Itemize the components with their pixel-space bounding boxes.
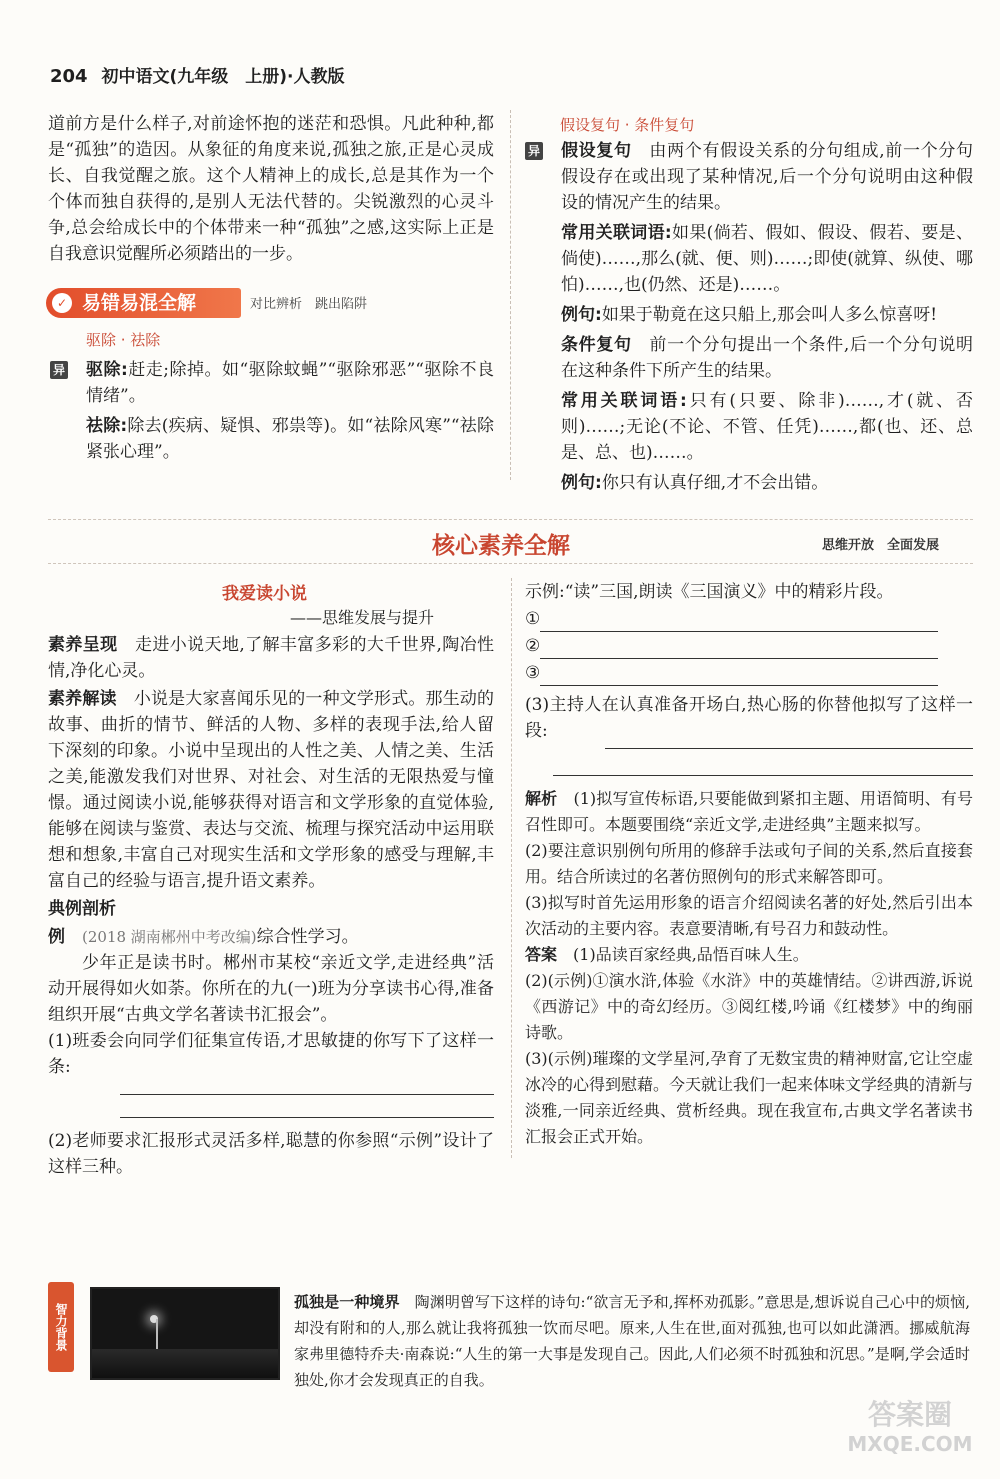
grammar-block — [525, 138, 973, 496]
fill-line-1[interactable] — [540, 611, 938, 632]
analysis-label: 解析 — [525, 789, 558, 808]
book-title: 初中语文(九年级 上册)·人教版 — [101, 67, 345, 87]
mistake-subhead: 驱除 · 祛除 — [86, 331, 161, 349]
example-1: 如果于勒竟在这只船上,那会叫人多么惊喜呀! — [601, 305, 938, 325]
def-hypothetical: 由两个有假设关系的分句组成,前一个分句假设存在或出现了某种情况,后一个分句说明由这种假设的情况产生的结果。 — [561, 141, 974, 213]
label-presentation: 素养呈现 — [48, 635, 118, 655]
grammar-subhead: 假设复句 · 条件复句 — [560, 116, 695, 134]
term-hypothetical: 假设复句 — [561, 141, 632, 161]
example-2: 你只有认真仔细,才不会出错。 — [601, 473, 829, 493]
circled-two: ② — [525, 636, 541, 656]
mistake-banner-subtitle: 对比辨析 跳出陷阱 — [250, 297, 368, 312]
night-photo-image — [90, 1287, 280, 1380]
fill-item-3[interactable] — [525, 661, 973, 686]
label-interpretation: 素养解读 — [48, 689, 117, 709]
def-qu-chu: 赶走;除掉。如“驱除蚊蝇”“驱除邪恶”“驱除不良情绪”。 — [86, 360, 494, 406]
text-presentation: 走进小说天地,了解丰富多彩的大千世界,陶冶性情,净化心灵。 — [48, 635, 495, 681]
watermark-line2: MXQE.COM — [847, 1432, 973, 1456]
analysis-1: (1)拟写宣传标语,只要能做到紧扣主题、用语简明、有号召性即可。本题要围绕“亲近文学,走进经典”主题来拟写。 — [525, 789, 973, 834]
watermark-logo — [830, 1398, 990, 1456]
core-section-subtitle: 思维开放 全面发展 — [822, 538, 940, 553]
label-case-analysis: 典例剖析 — [48, 899, 116, 919]
circled-one: ① — [525, 609, 541, 629]
fill-line-2[interactable] — [540, 638, 938, 659]
circled-three: ③ — [525, 663, 541, 683]
watermark-line1: 答案圈 — [867, 1398, 952, 1431]
section-divider — [48, 519, 973, 520]
dark-ground — [92, 1349, 280, 1380]
answer-line-3b[interactable] — [553, 749, 973, 776]
example-marker: 例 — [48, 927, 65, 947]
answer-label: 答案 — [525, 945, 558, 964]
connectives-1: 如果(倘若、假如、假设、假若、要是、倘使)……,那么(就、便、则)……;即使(就算、纵使、哪怕)……,也(仍然、还是)……。 — [561, 223, 973, 295]
page-header — [50, 62, 345, 87]
fill-line-3[interactable] — [540, 665, 938, 686]
term-qu-chu: 驱除: — [86, 360, 128, 380]
core-right-content — [525, 579, 973, 1150]
analysis-3: (3)拟写时首先运用形象的语言介绍阅读名著的好处,然后引出本次活动的主要内容。表意要清晰,有号召力和鼓动性。 — [525, 893, 973, 938]
mistake-banner-title: 易错易混全解 — [82, 292, 197, 314]
background-title: 孤独是一种境界 — [294, 1293, 400, 1311]
core-section-title: 核心素养全解 — [432, 533, 570, 559]
term-qu-chu-2: 祛除: — [86, 416, 128, 436]
example-type: 综合性学习。 — [256, 927, 359, 947]
example-source: (2018 湖南郴州中考改编) — [82, 928, 257, 946]
answer-2: (2)(示例)①演水浒,体验《水浒》中的英雄情结。②讲西游,诉说《西游记》中的奇幻经历。③阅红楼,吟诵《红楼梦》中的绚丽诗歌。 — [525, 971, 973, 1042]
background-text: 陶渊明曾写下这样的诗句:“欲言无予和,挥杯劝孤影。”意思是,想诉说自己心中的烦恼,却没有附和的人,那么就让我将孤独一饮而尽吧。原来,人生在世,面对孤独,也可以如此潇洒。挪威航海家弗里德特乔夫·南森说:“人生的第一大事是发现自己。因此,人们必须不时孤独和沉思。”是啊,学会适时独处,你才会发现真正的自我。 — [294, 1293, 970, 1389]
mistake-banner — [46, 288, 241, 318]
answer-line-1b[interactable] — [120, 1095, 494, 1118]
background-badge: 智力背景 — [48, 1282, 74, 1372]
connectives-2: 只有(只要、除非)……,才(就、否则)……;无论(不论、不管、任凭)……,都(也、还、总是、总、也)……。 — [561, 391, 973, 463]
def-qu-chu-2: 除去(疾病、疑惧、邪祟等)。如“祛除风寒”“祛除紧张心理”。 — [86, 416, 494, 462]
example-body: 少年正是读书时。郴州市某校“亲近文学,走进经典”活动开展得如火如荼。你所在的九(一)班为分享读书心得,准备组织开展“古典文学名著读书汇报会”。 — [48, 953, 494, 1025]
page-number: 204 — [50, 66, 88, 87]
analysis-2: (2)要注意识别例句所用的修辞手法或句子间的关系,然后直接套用。结合所读过的名著仿照例句的形式来解答即可。 — [525, 841, 973, 886]
topic-title: 我爱读小说 — [222, 584, 307, 604]
left-top-paragraph: 道前方是什么样子,对前途怀抱的迷茫和恐惧。凡此种种,都是“孤独”的造因。从象征的角度来说,孤独之旅,正是心灵成长、自我觉醒之旅。这个人精神上的成长,总是其作为一个个体而独自获得的,是别人无法代替的。尖锐激烈的心灵斗争,总会给成长中的个体带来一种“孤独”之感,这实际上正是自我意识觉醒所必须踏出的一步。 — [48, 114, 494, 264]
check-icon: ✓ — [52, 293, 72, 313]
question-1: (1)班委会向同学们征集宣传语,才思敏捷的你写下了这样一条: — [48, 1031, 494, 1077]
text-interpretation: 小说是大家喜闻乐见的一种文学形式。那生动的故事、曲折的情节、鲜活的人物、多样的表现手法,给人留下深刻的印象。小说中呈现出的人性之美、人情之美、生活之美,能激发我们对世界、对社会、对生活的无限热爱与憧憬。通过阅读小说,能够获得对语言和文学形象的直觉体验,能够在阅读与鉴赏、表达与交流、梳理与探究活动中运用联想和想象,丰富自己对现实生活和文学形象的感受与理解,丰富自己的经验与语言,提升语文素养。 — [48, 689, 495, 891]
section-divider-2 — [48, 563, 973, 564]
fill-item-2[interactable] — [525, 634, 973, 659]
answer-1: (1)品读百家经典,品悟百味人生。 — [573, 945, 809, 964]
background-text-block — [294, 1289, 970, 1393]
column-divider-bottom — [511, 578, 512, 1158]
fill-item-1[interactable] — [525, 607, 973, 632]
example-label-2: 例句: — [561, 473, 602, 493]
background-info-box — [48, 1282, 973, 1389]
connectives-label-2: 常用关联词语: — [561, 391, 687, 411]
core-left-content — [48, 632, 494, 1180]
question-3: (3)主持人在认真准备开场白,热心肠的你替他拟写了这样一段: — [525, 695, 973, 741]
question-2: (2)老师要求汇报形式灵活多样,聪慧的你参照“示例”设计了这样三种。 — [48, 1131, 494, 1177]
answer-line-3a[interactable] — [605, 726, 973, 749]
answer-3: (3)(示例)璀璨的文学星河,孕育了无数宝贵的精神财富,它让空虚冰冷的心得到慰藉。今天就让我们一起来体味文学经典的清新与淡雅,一同亲近经典、赏析经典。现在我宣布,古典文学名著读书汇报会正式开始。 — [525, 1049, 974, 1146]
diff-tag-icon: 异 — [50, 361, 68, 379]
diff-tag-icon: 异 — [525, 142, 543, 160]
connectives-label-1: 常用关联词语: — [561, 223, 672, 243]
example-label-1: 例句: — [561, 305, 602, 325]
def-conditional: 前一个分句提出一个条件,后一个分句说明在这种条件下所产生的结果。 — [561, 335, 974, 381]
term-conditional: 条件复句 — [561, 335, 632, 355]
lone-figure — [156, 1319, 158, 1349]
column-divider-top — [510, 110, 511, 480]
answer-line-1[interactable] — [120, 1072, 494, 1095]
topic-subtitle: ——思维发展与提升 — [290, 608, 435, 627]
mistake-definitions — [48, 357, 494, 465]
example-format: 示例:“读”三国,朗读《三国演义》中的精彩片段。 — [525, 582, 894, 602]
